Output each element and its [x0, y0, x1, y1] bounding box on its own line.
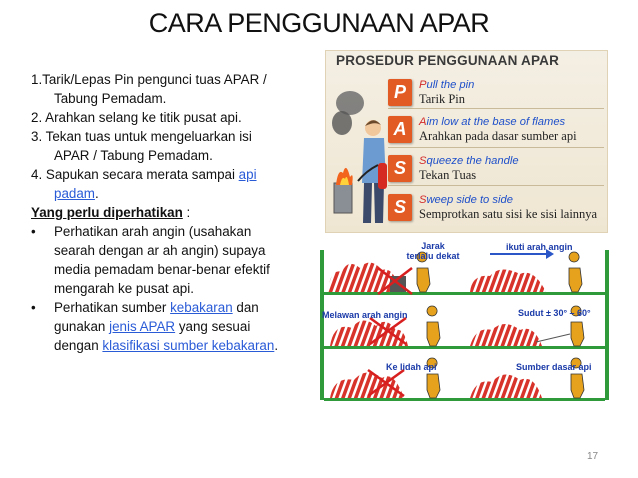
label-angle: Sudut ± 30° – 60° — [518, 308, 591, 318]
note-2-text: . — [274, 338, 279, 353]
left-border — [320, 250, 324, 400]
label-follow-wind: ikuti arah angin — [506, 242, 573, 252]
bullet-glyph: • — [31, 300, 36, 315]
right-border — [605, 250, 609, 400]
pass-english — [419, 79, 474, 92]
link-klasifikasi[interactable]: klasifikasi sumber kebakaran — [102, 338, 275, 353]
note-2-text: yang sesuai — [175, 319, 251, 334]
notes-heading-line — [31, 203, 321, 222]
wind-diagram-illustration — [320, 238, 612, 410]
instructions-text — [31, 70, 321, 355]
flame — [330, 372, 404, 398]
pass-letter-badge: P — [388, 79, 412, 106]
pass-row-sweep — [388, 190, 608, 225]
note-1-line-2: searah dengan ar ah angin) supaya — [54, 243, 266, 258]
firefighter — [569, 252, 582, 292]
flame — [470, 324, 542, 346]
pass-english-initial: S — [419, 193, 427, 206]
note-2-text: Perhatikan sumber — [54, 300, 171, 315]
pass-row-aim — [388, 112, 608, 147]
pass-english-rest: weep side to side — [426, 193, 513, 206]
pass-row-text — [419, 116, 577, 144]
pass-indonesian: Arahkan pada dasar sumber api — [419, 128, 577, 143]
pass-english — [419, 116, 577, 129]
note-1-line-4: mengarah ke pusat api. — [54, 281, 194, 296]
pass-indonesian: Semprotkan satu sisi ke sisi lainnya — [419, 206, 598, 221]
bin — [334, 183, 352, 213]
link-padam[interactable]: padam — [54, 186, 95, 201]
note-bullet-2 — [31, 298, 321, 355]
pass-indonesian: Tekan Tuas — [419, 167, 477, 182]
step-3-line-1: 3. Tekan tuas untuk mengeluarkan isi — [31, 129, 252, 144]
step-4-line-2 — [31, 184, 321, 203]
label-too-close — [398, 241, 468, 261]
link-jenis-apar[interactable]: jenis APAR — [109, 319, 176, 334]
pass-poster-title: PROSEDUR PENGGUNAAN APAR — [336, 53, 560, 68]
flame — [470, 374, 542, 398]
link-api[interactable]: api — [238, 167, 257, 182]
ground — [324, 292, 605, 295]
pass-english-initial: A — [419, 115, 427, 128]
pass-english-rest: queeze the handle — [426, 154, 519, 167]
pass-row-squeeze — [388, 151, 608, 186]
pass-letter-badge: S — [388, 155, 412, 182]
flame — [470, 269, 546, 292]
note-2-text: gunakan — [54, 319, 110, 334]
pass-row-pull — [388, 75, 608, 110]
person-legs — [363, 183, 384, 223]
step-1-line-1: 1.Tarik/Lepas Pin pengunci tuas APAR / — [31, 72, 267, 87]
note-bullet-1 — [31, 222, 321, 298]
link-kebakaran[interactable]: kebakaran — [170, 300, 233, 315]
pass-row-text — [419, 194, 597, 222]
note-1-line-3: media pemadam benar-benar efektif — [54, 262, 270, 277]
ground — [324, 346, 605, 349]
note-1-line-1: Perhatikan arah angin (usahakan — [54, 224, 252, 239]
label-too-close-line-1: Jarak — [421, 241, 445, 251]
pass-indonesian: Tarik Pin — [419, 91, 465, 106]
pass-english — [419, 155, 519, 168]
pass-english-initial: S — [419, 154, 427, 167]
pass-english-rest: im low at the base of flames — [426, 115, 566, 128]
extinguisher — [378, 163, 387, 189]
note-2-text: dengan — [54, 338, 103, 353]
pass-row-text — [419, 155, 519, 183]
pass-letter-badge: A — [388, 116, 412, 143]
slide-title: CARA PENGGUNAAN APAR — [148, 8, 490, 38]
step-2: 2. Arahkan selang ke titik pusat api. — [31, 110, 242, 125]
pass-procedure-poster — [325, 50, 608, 233]
pass-letter-badge: S — [388, 194, 412, 221]
step-4-line-1 — [31, 165, 321, 184]
note-2-line-2 — [54, 317, 278, 336]
wind-direction-diagram — [320, 238, 612, 410]
note-2-line-1 — [54, 298, 278, 317]
pass-english — [419, 194, 597, 207]
spray-line — [536, 334, 570, 342]
page-number: 17 — [587, 451, 599, 462]
notes-heading-suffix: : — [182, 205, 191, 220]
step-4-tail: . — [94, 186, 99, 201]
bullet-glyph: • — [31, 224, 36, 239]
smoke-cloud — [332, 111, 352, 135]
firefighter — [427, 306, 440, 346]
label-fire-base: Sumber dasar api — [516, 362, 592, 372]
pass-english-initial: P — [419, 78, 427, 91]
label-too-close-line-2: terlalu dekat — [406, 251, 460, 261]
label-to-tongue: Ke lidah api — [386, 362, 437, 372]
notes-heading: Yang perlu diperhatikan — [31, 205, 183, 220]
step-3-line-2: APAR / Tabung Pemadam. — [54, 148, 213, 163]
step-4-text: 4. Sapukan secara merata sampai — [31, 167, 239, 182]
ground — [324, 398, 605, 401]
pass-separator — [388, 147, 604, 148]
note-2-line-3 — [54, 336, 278, 355]
note-2-text: dan — [232, 300, 259, 315]
pass-row-text — [419, 79, 474, 107]
label-against-wind: Melawan arah angin — [322, 310, 408, 320]
step-1-line-2: Tabung Pemadam. — [54, 91, 167, 106]
pass-english-rest: ull the pin — [426, 78, 475, 91]
